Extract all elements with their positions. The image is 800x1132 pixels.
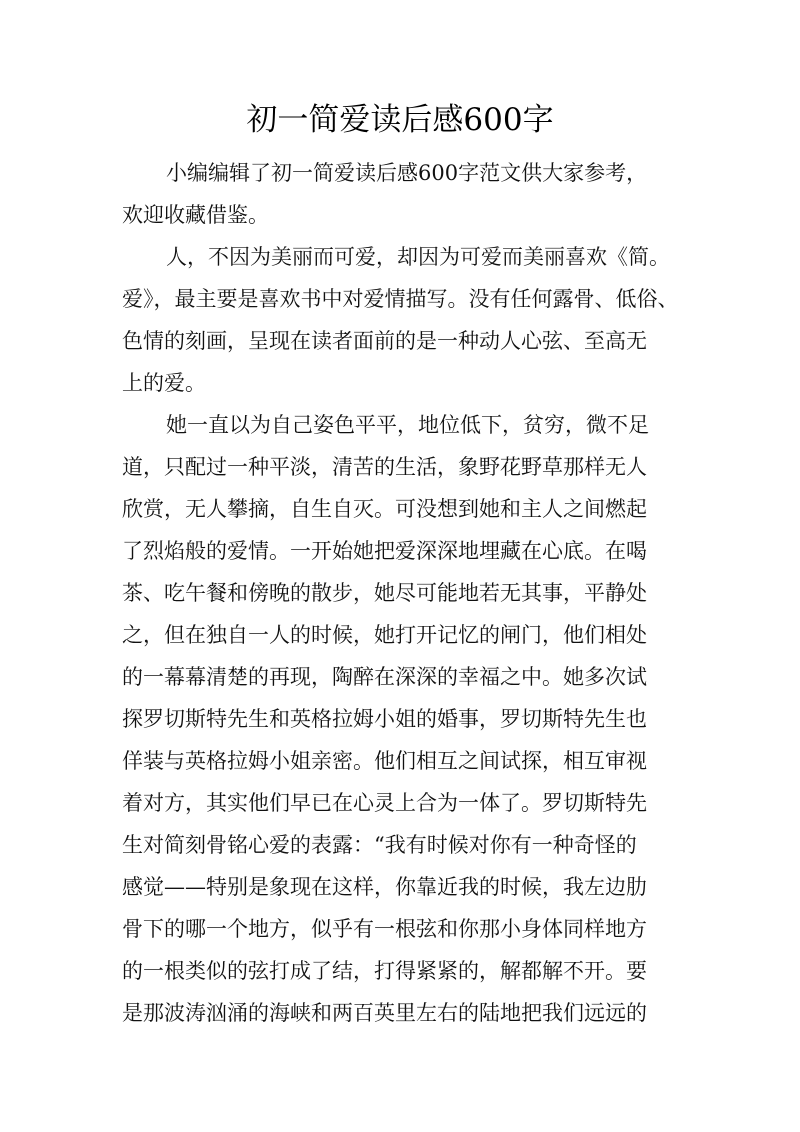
text-line: 的一根类似的弦打成了结，打得紧紧的，解都解不开。要 — [122, 959, 647, 983]
text-line: 的一幕幕清楚的再现，陶醉在深深的幸福之中。她多次试 — [122, 665, 647, 689]
text-line: 探罗切斯特先生和英格拉姆小姐的婚事，罗切斯特先生也 — [122, 707, 647, 731]
paragraph-3 — [122, 404, 682, 1034]
text-line: 人，不因为美丽而可爱，却因为可爱而美丽喜欢《简。 — [166, 245, 670, 269]
text-line: 道，只配过一种平淡，清苦的生活，象野花野草那样无人 — [122, 455, 647, 479]
text-line: 之，但在独自一人的时候，她打开记忆的闸门，他们相处 — [122, 623, 647, 647]
document-title: 初一简爱读后感600字 — [246, 102, 554, 138]
paragraph-intro — [122, 152, 682, 236]
text-line: 佯装与英格拉姆小姐亲密。他们相互之间试探，相互审视 — [122, 749, 647, 773]
text-line: 色情的刻画，呈现在读者面前的是一种动人心弦、至高无 — [122, 329, 647, 353]
text-line: 了烈焰般的爱情。一开始她把爱深深地埋藏在心底。在喝 — [122, 539, 647, 563]
text-line: 是那波涛汹涌的海峡和两百英里左右的陆地把我们远远的 — [122, 1001, 647, 1025]
text-line: 上的爱。 — [122, 371, 206, 395]
text-line: 欣赏，无人攀摘，自生自灭。可没想到她和主人之间燃起 — [122, 497, 647, 521]
text-line: 感觉——特别是象现在这样，你靠近我的时候，我左边肋 — [122, 875, 647, 899]
text-line: 欢迎收藏借鉴。 — [122, 203, 269, 227]
text-line: 着对方，其实他们早已在心灵上合为一体了。罗切斯特先 — [122, 791, 647, 815]
text-line: 生对简刻骨铭心爱的表露：“我有时候对你有一种奇怪的 — [122, 833, 637, 857]
document-body — [122, 152, 682, 1034]
text-line: 茶、吃午餐和傍晚的散步，她尽可能地若无其事，平静处 — [122, 581, 647, 605]
text-line: 爱》，最主要是喜欢书中对爱情描写。没有任何露骨、低俗、 — [122, 287, 679, 311]
text-line: 小编编辑了初一简爱读后感600字范文供大家参考， — [166, 161, 648, 185]
text-line: 骨下的哪一个地方，似乎有一根弦和你那小身体同样地方 — [122, 917, 647, 941]
text-line: 她一直以为自己姿色平平，地位低下，贫穷，微不足 — [166, 413, 649, 437]
paragraph-2 — [122, 236, 682, 404]
